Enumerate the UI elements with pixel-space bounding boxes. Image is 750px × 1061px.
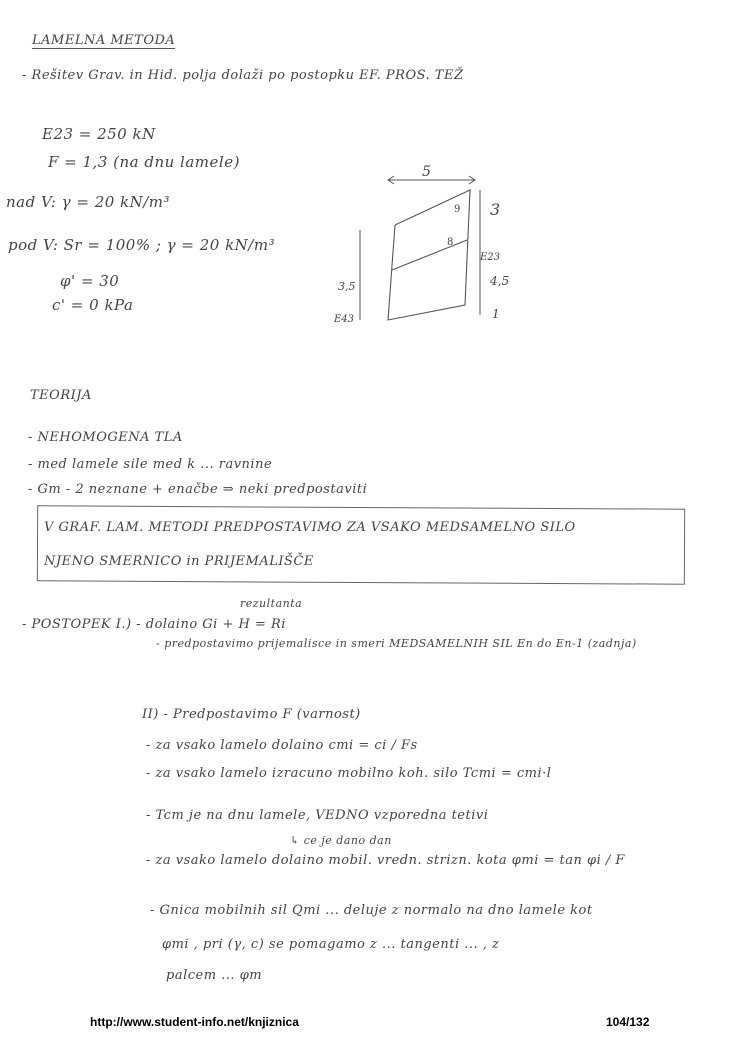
part2-line-7: φmi , pri (γ, c) se pomagamo z ... tangenti ... , z xyxy=(162,937,500,952)
sketch-e43-label: E43 xyxy=(334,314,355,325)
intro-line: - Rešitev Grav. in Hid. polja dolaži po postopku EF. PROS. TEŽ xyxy=(22,68,464,83)
part2-line-6: - Gnica mobilnih sil Qmi ... deluje z normalo na dno lamele kot xyxy=(150,903,593,918)
teorija-item-1: - NEHOMOGENA TLA xyxy=(28,430,183,445)
sketch-h-top: 3 xyxy=(490,200,501,219)
sketch-h-left: 3,5 xyxy=(338,280,356,293)
given-phi: φ' = 30 xyxy=(60,272,120,290)
teorija-item-2: - med lamele sile med k ... ravnine xyxy=(28,457,273,472)
given-c: c' = 0 kPa xyxy=(52,296,134,314)
footer-url[interactable]: http://www.student-info.net/knjiznica xyxy=(90,1015,299,1029)
postopek-line-2: - predpostavimo prijemalisce in smeri MEDSAMELNIH SIL En do En-1 (zadnja) xyxy=(156,637,637,650)
sketch-h-mid: 4,5 xyxy=(490,274,510,288)
box-line-2: NJENO SMERNICO in PRIJEMALIŠČE xyxy=(44,554,314,569)
given-e23: E23 = 250 kN xyxy=(42,125,156,143)
part2-line-1: II) - Predpostavimo F (varnost) xyxy=(142,707,361,722)
part2-line-2: - za vsako lamelo dolaino cmi = ci / Fs xyxy=(146,738,418,753)
part2-note-4: ↳ ce je dano dan xyxy=(290,834,392,847)
teorija-heading: TEORIJA xyxy=(30,388,92,403)
part2-line-4: - Tcm je na dnu lamele, VEDNO vzporedna tetivi xyxy=(146,808,489,823)
box-line-1: V GRAF. LAM. METODI PREDPOSTAVIMO ZA VSAKO MEDSAMELNO SILO xyxy=(44,520,576,535)
sketch-e23-label: E23 xyxy=(480,252,501,263)
part2-line-8: palcem ... φm xyxy=(166,968,263,983)
sketch-node-9: 9 xyxy=(454,204,461,215)
part2-line-5: - za vsako lamelo dolaino mobil. vredn. strizn. kota φmi = tan φi / F xyxy=(146,853,625,868)
sketch-node-8: 8 xyxy=(447,237,454,248)
postopek-note: rezultanta xyxy=(240,597,303,610)
key-assumption-box xyxy=(37,505,685,584)
given-podv: pod V: Sr = 100% ; γ = 20 kN/m³ xyxy=(8,236,276,254)
footer-page-number: 104/132 xyxy=(606,1015,650,1029)
teorija-item-3: - Gm - 2 neznane + enačbe ⇒ neki predpostaviti xyxy=(28,482,368,497)
page-title: LAMELNA METODA xyxy=(32,33,176,48)
slope-sketch-diagram xyxy=(330,160,530,330)
postopek-line-1: - POSTOPEK I.) - dolaino Gi + H = Ri xyxy=(22,617,286,632)
part2-line-3: - za vsako lamelo izracuno mobilno koh. silo Tcmi = cmi·l xyxy=(146,766,552,781)
given-f: F = 1,3 (na dnu lamele) xyxy=(48,153,240,171)
given-nadv: nad V: γ = 20 kN/m³ xyxy=(6,193,171,211)
sketch-width-label: 5 xyxy=(422,164,431,180)
sketch-h-bottom: 1 xyxy=(492,307,500,321)
